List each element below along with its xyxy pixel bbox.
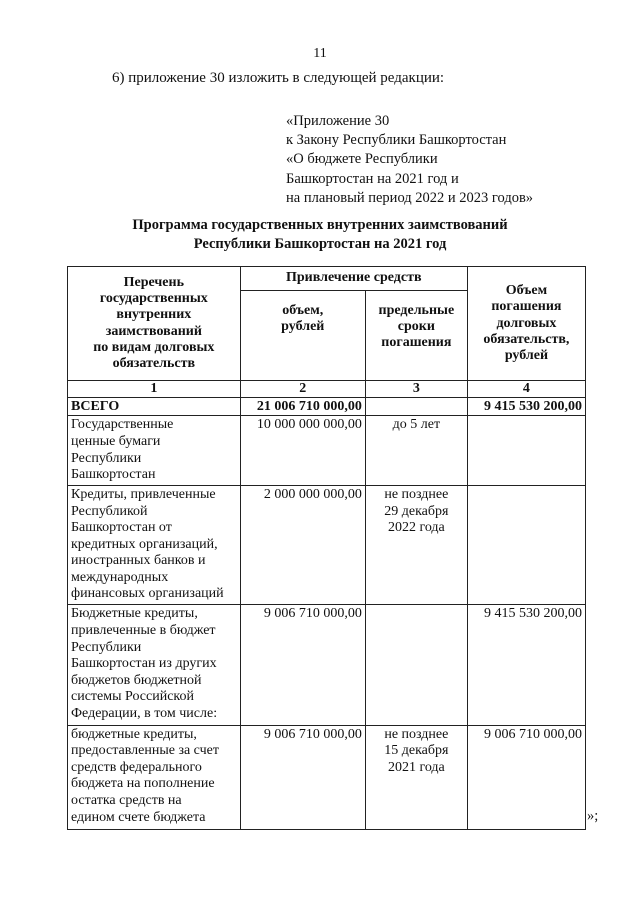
row-label: бюджетные кредиты, предоставленные за счет средств федерального бюджета на пополнение остатка средств на едином счете бюджета [68,725,241,829]
row-volume: 10 000 000 000,00 [240,416,365,486]
header-terms: предельные сроки погашения [365,291,467,381]
row-term: не позднее 29 декабря 2022 года [365,485,467,604]
table-row [68,605,586,725]
total-repayment: 9 415 530 200,00 [467,398,585,416]
row-repayment [467,485,585,604]
header-attraction: Привлечение средств [240,267,467,291]
closing-quote: »; [587,808,599,824]
total-term [365,398,467,416]
appendix-line: Башкортостан на 2021 год и [286,170,459,187]
row-term: не позднее 15 декабря 2021 года [365,725,467,829]
appendix-line: «Приложение 30 [286,113,390,129]
table-row [68,725,586,829]
appendix-line: к Закону Республики Башкортостан [286,132,507,149]
header-borrowing-list: Перечень государственных внутренних заимствований по видам долговых обязательств [68,267,241,381]
column-number: 4 [467,381,585,398]
row-repayment: 9 415 530 200,00 [467,605,585,725]
table-row [68,416,586,486]
row-label: Государственные ценные бумаги Республики Башкортостан [68,416,241,486]
row-repayment [467,416,585,486]
total-label: ВСЕГО [68,398,241,416]
row-label: Бюджетные кредиты, привлеченные в бюджет Республики Башкортостан из других бюджетов бюджетной системы Российской Федерации, в том числе: [68,605,241,725]
document-title [0,216,640,254]
total-volume: 21 006 710 000,00 [240,398,365,416]
header-repayment-volume: Объем погашения долговых обязательств, рублей [467,267,585,381]
row-label: Кредиты, привлеченные Республикой Башкортостан от кредитных организаций, иностранных банков и международных финансовых организаций [68,485,241,604]
row-volume: 9 006 710 000,00 [240,605,365,725]
borrowing-program-table [67,266,586,830]
appendix-heading [286,112,533,208]
column-number: 1 [68,381,241,398]
appendix-line: «О бюджете Республики [286,151,438,168]
table-row [68,485,586,604]
page-number: 11 [313,46,327,61]
intro-text: 6) приложение 30 изложить в следующей редакции: [112,70,445,86]
column-number: 2 [240,381,365,398]
row-term [365,605,467,725]
row-term: до 5 лет [365,416,467,486]
header-volume: объем, рублей [240,291,365,381]
row-volume: 9 006 710 000,00 [240,725,365,829]
column-number: 3 [365,381,467,398]
appendix-line: на плановый период 2022 и 2023 годов» [286,189,534,206]
row-repayment: 9 006 710 000,00 [467,725,585,829]
row-volume: 2 000 000 000,00 [240,485,365,604]
title-line-1: Программа государственных внутренних заимствований [132,217,508,233]
title-line-2: Республики Башкортостан на 2021 год [193,236,447,252]
